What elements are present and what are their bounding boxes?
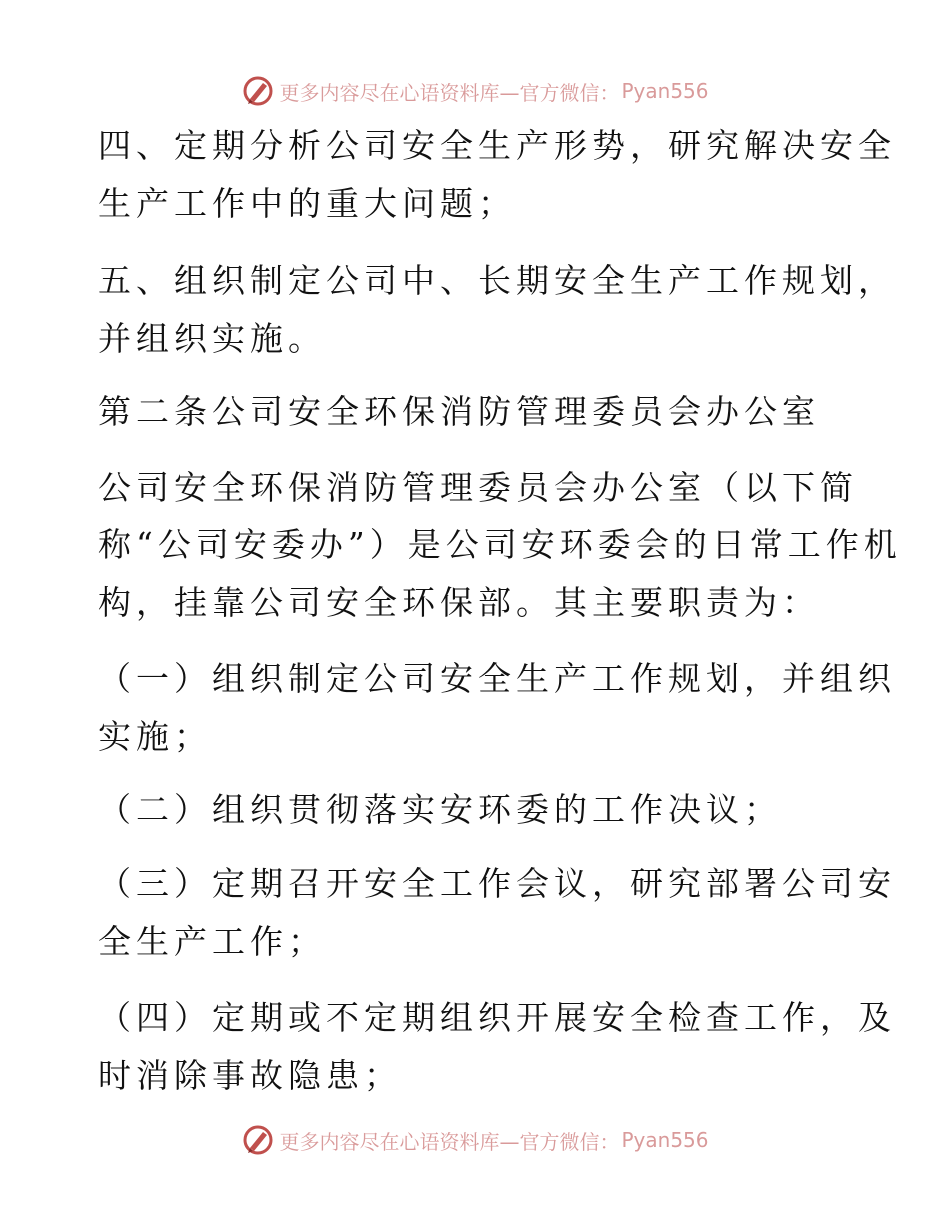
paragraph-line: （二）组织贯彻落实安环委的工作决议；	[98, 790, 782, 829]
watermark-wechat-id: Pyan556	[621, 1128, 709, 1152]
paragraph-line: 称“公司安委办”）是公司安环委会的日常工作机	[98, 525, 902, 564]
paragraph-line: （四）定期或不定期组织开展安全检查工作，及	[98, 998, 896, 1037]
footer-watermark	[0, 1120, 950, 1160]
section-heading: 第二条公司安全环保消防管理委员会办公室	[98, 392, 820, 431]
paragraph-line: （一）组织制定公司安全生产工作规划，并组织	[98, 659, 896, 698]
paragraph-line: 生产工作中的重大问题；	[98, 184, 516, 223]
watermark-text: 更多内容尽在心语资料库—官方微信：	[279, 1129, 620, 1154]
paragraph-line: 四、定期分析公司安全生产形势，研究解决安全	[98, 126, 896, 165]
paragraph-line: 五、组织制定公司中、长期安全生产工作规划，	[98, 261, 896, 300]
paragraph-line: 时消除事故隐患；	[98, 1056, 402, 1095]
header-watermark	[0, 71, 950, 111]
paragraph-line: （三）定期召开安全工作会议，研究部署公司安	[98, 864, 896, 903]
pen-logo-icon	[241, 1123, 275, 1157]
watermark-text: 更多内容尽在心语资料库—官方微信：	[279, 80, 620, 105]
paragraph-line: 全生产工作；	[98, 922, 326, 961]
paragraph-line: 公司安全环保消防管理委员会办公室（以下简	[98, 468, 858, 507]
watermark-wechat-id: Pyan556	[621, 79, 709, 103]
paragraph-line: 实施；	[98, 717, 212, 756]
pen-logo-icon	[241, 74, 275, 108]
paragraph-line: 构，挂靠公司安全环保部。其主要职责为：	[98, 583, 820, 622]
paragraph-line: 并组织实施。	[98, 319, 326, 358]
